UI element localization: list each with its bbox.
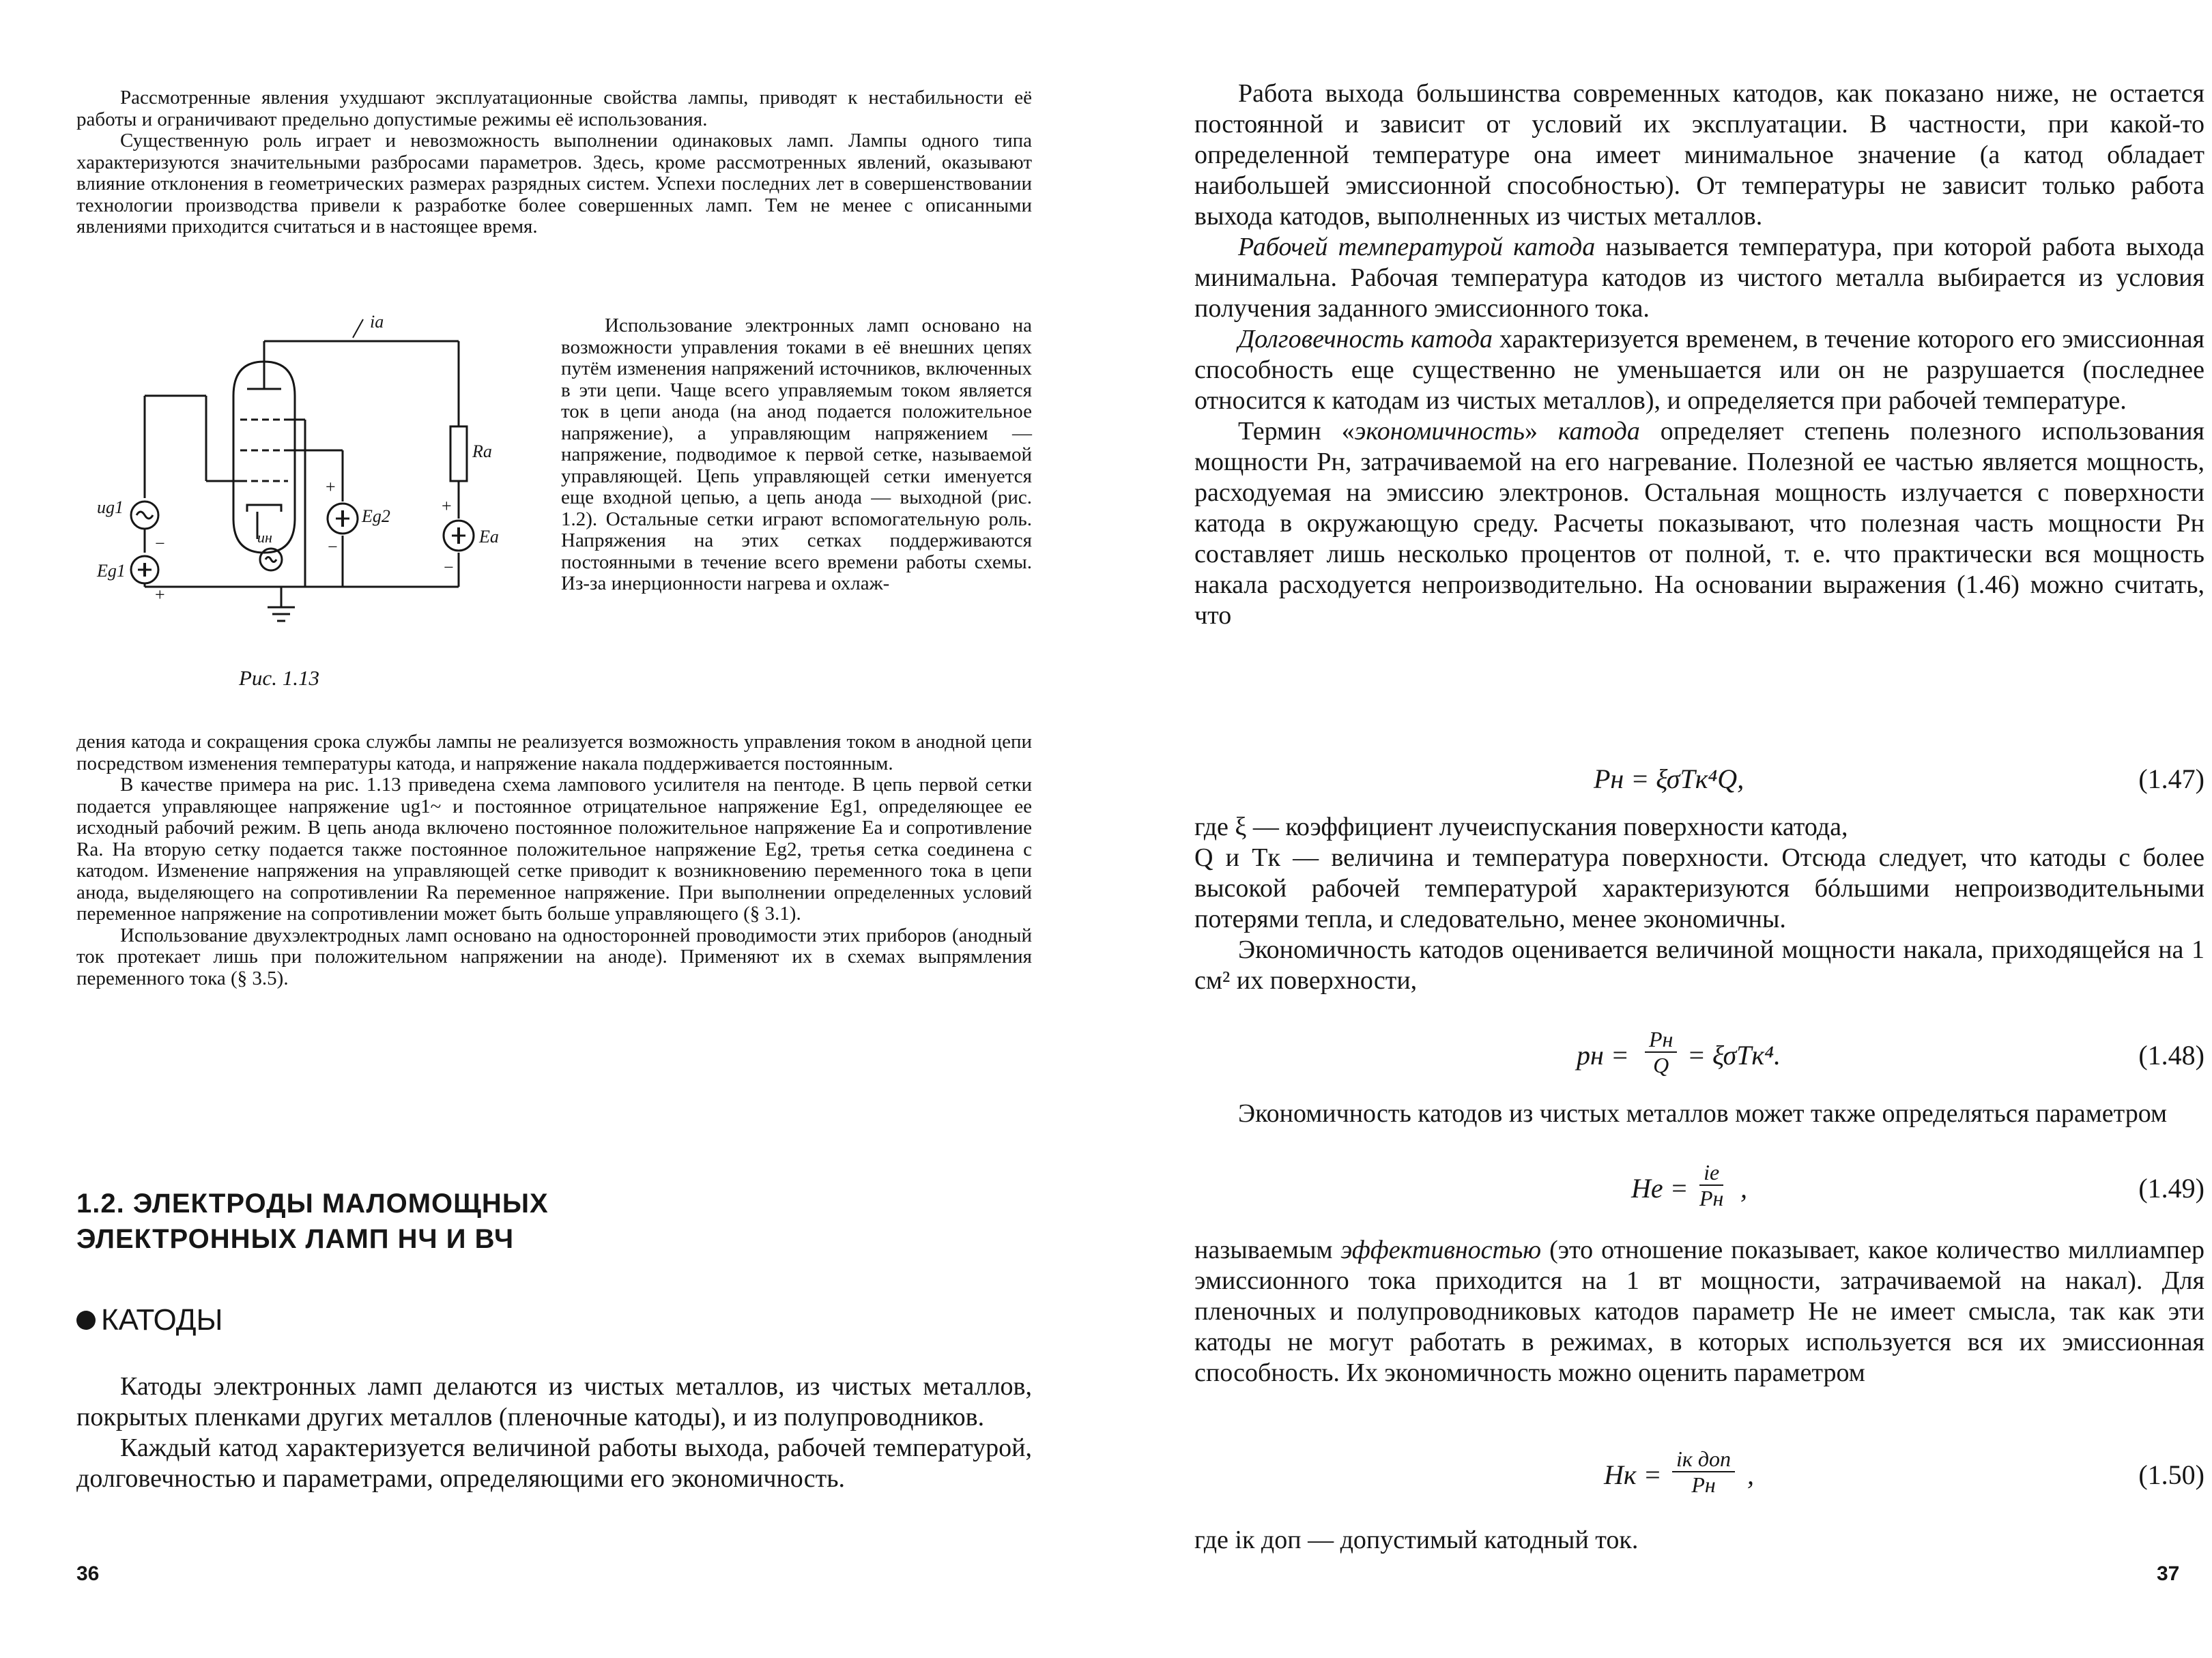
paragraph-text: называемым [1194, 1236, 1341, 1264]
fraction-numerator: iк доп [1672, 1446, 1735, 1472]
bullet-icon [76, 1311, 96, 1330]
paragraph: Использование двухэлектродных ламп основано на односторонней проводимости этих приборов (анодный ток протекает лишь при положительном напряжении на аноде). Применяют их в схемах выпрямления переменного тока (§ 3.5). [76, 924, 1032, 989]
paragraph: Существенную роль играет и невозможность выполнении одинаковых ламп. Лампы одного типа характеризуются значительными разбросами параметров. Здесь, кроме рассмотренных явлений, оказывают влияние отклонения в геометрических размерах разрядных систем. Успехи последних лет в совершенствовании технологии производства привели к разработке более совершенных ламп. Тем не менее с описанными явлениями приходится считаться и в настоящее время. [76, 130, 1032, 237]
equation-1-48 [1194, 1027, 2204, 1088]
equation-fraction [1699, 1160, 1723, 1210]
paragraph-text: » [1524, 417, 1558, 446]
term: экономичность [1354, 417, 1525, 446]
paragraph: Экономичность катодов оценивается величиной мощности накала, приходящейся на 1 см² их поверхности, [1194, 935, 2204, 995]
label-ia: iа [370, 314, 384, 332]
right-page [1106, 0, 2212, 1658]
paragraph: где ξ — коэффициент лучеиспускания поверхности катода, [1194, 813, 1848, 841]
right-text-block-1 [1194, 78, 2204, 631]
fraction-numerator: Pн [1645, 1027, 1677, 1053]
right-text-block-2 [1194, 812, 2204, 996]
left-text-block-top [76, 87, 1032, 238]
equation-number: (1.49) [2138, 1173, 2204, 1204]
right-text-block-5 [1194, 1525, 2204, 1556]
label-eg1: Eg1 [97, 561, 126, 581]
equation-lhs: Hе = [1631, 1173, 1689, 1204]
section-title-line2: ЭЛЕКТРОННЫХ ЛАМП НЧ И ВЧ [76, 1224, 515, 1254]
paragraph-text: (это отношение показывает, какое количество миллиампер эмиссионного тока приходится на 1 вт мощности, затрачиваемой на накал). Для пленочных и полупроводниковых катодов параметр Hе не имеет смысла, так как эти катоды не могут работать в режимах, в которых используется вся их эмиссионная способность. Их экономичность можно оценить параметром [1194, 1236, 2204, 1387]
paragraph: Катоды электронных ламп делаются из чистых металлов, из чистых металлов, покрытых пленками других металлов (пленочные катоды), и из полупроводников. [76, 1372, 1032, 1431]
equation-1-47 [1194, 763, 2204, 804]
label-eg2: Eg2 [362, 506, 390, 526]
paragraph: Q и Tк — величина и температура поверхности. Отсюда следует, что катоды с более высокой рабочей температурой характеризуются бóльшими непроизводительными потерями тепла, и следовательно, менее экономичны. [1194, 843, 2204, 933]
subsection-title [76, 1303, 222, 1337]
paragraph-text: называется температура, при которой работа выхода минимальна. Рабочая температура катодов из чистого металла выбирается из условия получения заданного эмиссионного тока. [1194, 233, 2204, 323]
label-eg1-plus: + [155, 585, 165, 605]
page-number-right: 37 [2157, 1562, 2180, 1585]
paragraph [1194, 324, 2204, 416]
paragraph-wrapped: Использование электронных ламп основано на возможности управления токами в её внешних цепях путём изменения напряжений источников, включенных в эти цепи. Чаще всего управляемым током является ток в цепи анода (на анод подается положительное напряжение), а управляющим напряжением — напряжение, подводимое к первой сетке, называемой управляющей. Цепь управляющей сетки именуется еще входной цепью, а цепь анода — выходной (рис. 1.2). Остальные сетки играют вспомогательную роль. Напряжения на этих сетках поддерживаются постоянными в течение всего времени работы схемы. Из-за инерционности нагрева и охлаж- [561, 315, 1032, 594]
label-ea-plus: + [442, 496, 452, 516]
tube-envelope [233, 362, 295, 553]
label-ug1: ug1 [97, 497, 124, 517]
paragraph-text: определяет степень полезного использования мощности Pн, затрачиваемой на его нагревание. Полезной ее частью является мощность, расходуемая на эмиссию электронов. Остальная мощность излучается с поверхности катода в окружающую среду. Расчеты показывают, что полезная часть мощности Pн составляет лишь несколько процентов от полной, т. е. что практически вся мощность накала расходуется непроизводительно. На основании выражения (1.46) можно считать, что [1194, 417, 2205, 630]
equation-fraction [1645, 1027, 1677, 1077]
paragraph: Экономичность катодов из чистых металлов может также определяться параметром [1238, 1099, 2168, 1128]
equation-tail: , [1747, 1459, 1754, 1490]
section-title [76, 1186, 549, 1257]
equation-1-49 [1194, 1160, 2204, 1221]
subsection-label: КАТОДЫ [101, 1303, 223, 1337]
right-text-block-4 [1194, 1235, 2204, 1388]
label-ea-minus: − [444, 557, 454, 577]
paragraph-text: характеризуется временем, в течение которого его эмиссионная способность еще существенно не уменьшается или он не разрушается (последнее относится к катодам из чистых металлов), и определяется при рабочей температуре. [1194, 325, 2204, 415]
term: катода [1557, 417, 1640, 446]
equation-fraction [1672, 1446, 1735, 1497]
paragraph: Рассмотренные явления ухудшают эксплуатационные свойства лампы, приводят к нестабильности её работы и ограничивают предельно допустимые режимы её использования. [76, 87, 1032, 130]
figure-caption: Рис. 1.13 [239, 666, 319, 690]
paragraph: Работа выхода большинства современных катодов, как показано ниже, не остается постоянной и зависит от условий их эксплуатации. В частности, при какой-то определенной температуре она имеет минимальное значение (а катод обладает наибольшей эмиссионной способностью). От температуры не зависит только работа выхода катодов, выполненных из чистых металлов. [1194, 79, 2204, 231]
figure-1-13-circuit [76, 314, 554, 655]
right-text-block-3 [1194, 1099, 2204, 1129]
label-eg1-minus: − [155, 534, 165, 553]
equation-lhs: pн = [1577, 1040, 1629, 1071]
equation-number: (1.47) [2138, 763, 2204, 794]
left-text-block-large [76, 1371, 1032, 1494]
term: Рабочей температурой катода [1238, 233, 1596, 261]
page-number-left: 36 [76, 1562, 100, 1585]
paragraph: где iк доп — допустимый катодный ток. [1194, 1526, 1639, 1554]
equation-rhs: = ξσTк⁴. [1687, 1040, 1781, 1071]
equation-number: (1.48) [2138, 1040, 2204, 1071]
left-text-block-bottom [76, 731, 1032, 989]
label-ra: Rа [472, 441, 492, 461]
label-uh: uн [257, 529, 272, 546]
fraction-denominator: Pн [1699, 1186, 1724, 1210]
paragraph [1194, 416, 2204, 631]
paragraph: дения катода и сокращения срока службы лампы не реализуется возможность управления током в анодной цепи посредством изменения температуры катода, и напряжение накала поддерживается постоянным. [76, 731, 1032, 774]
fraction-denominator: Pн [1691, 1472, 1716, 1497]
paragraph [1194, 232, 2204, 324]
fraction-denominator: Q [1653, 1053, 1669, 1077]
paragraph: В качестве примера на рис. 1.13 приведена схема лампового усилителя на пентоде. В цепь первой сетки подается управляющее напряжение ug1~ и постоянное отрицательное напряжение Eg1, определяющее ее исходный рабочий режим. В цепь анода включено постоянное положительное напряжение Eа и сопротивление Rа. На вторую сетку подается также постоянное положительное напряжение Eg2, третья сетка соединена с катодом. Изменение напряжения на управляющей сетке приводит к возникновению переменного тока в цепи анода, выделяющего на сопротивлении Rа переменное напряжение. При выполнении определенных условий переменное напряжение на сопротивлении может быть больше управляющего (§ 3.1). [76, 774, 1032, 925]
term: эффективностью [1340, 1236, 1542, 1264]
cathode [247, 505, 281, 512]
paragraph-text: Термин « [1238, 417, 1355, 446]
paragraph [1194, 1235, 2204, 1388]
paragraph: Каждый катод характеризуется величиной работы выхода, рабочей температурой, долговечностью и параметрами, определяющими его экономичность. [76, 1434, 1032, 1493]
resistor-ra [450, 426, 467, 481]
label-ea: Eа [479, 527, 499, 547]
term: Долговечность катода [1238, 325, 1493, 353]
equation-lhs: Hк = [1604, 1459, 1662, 1490]
equation-body: Pн = ξσTк⁴Q, [1594, 763, 1744, 794]
equation-tail: , [1740, 1173, 1747, 1204]
label-eg2-minus: − [328, 537, 338, 557]
equation-number: (1.50) [2138, 1459, 2204, 1490]
label-eg2-plus: + [326, 477, 336, 497]
section-title-line1: 1.2. ЭЛЕКТРОДЫ МАЛОМОЩНЫХ [76, 1189, 549, 1219]
fraction-numerator: iе [1699, 1160, 1723, 1186]
equation-1-50 [1194, 1446, 2204, 1508]
